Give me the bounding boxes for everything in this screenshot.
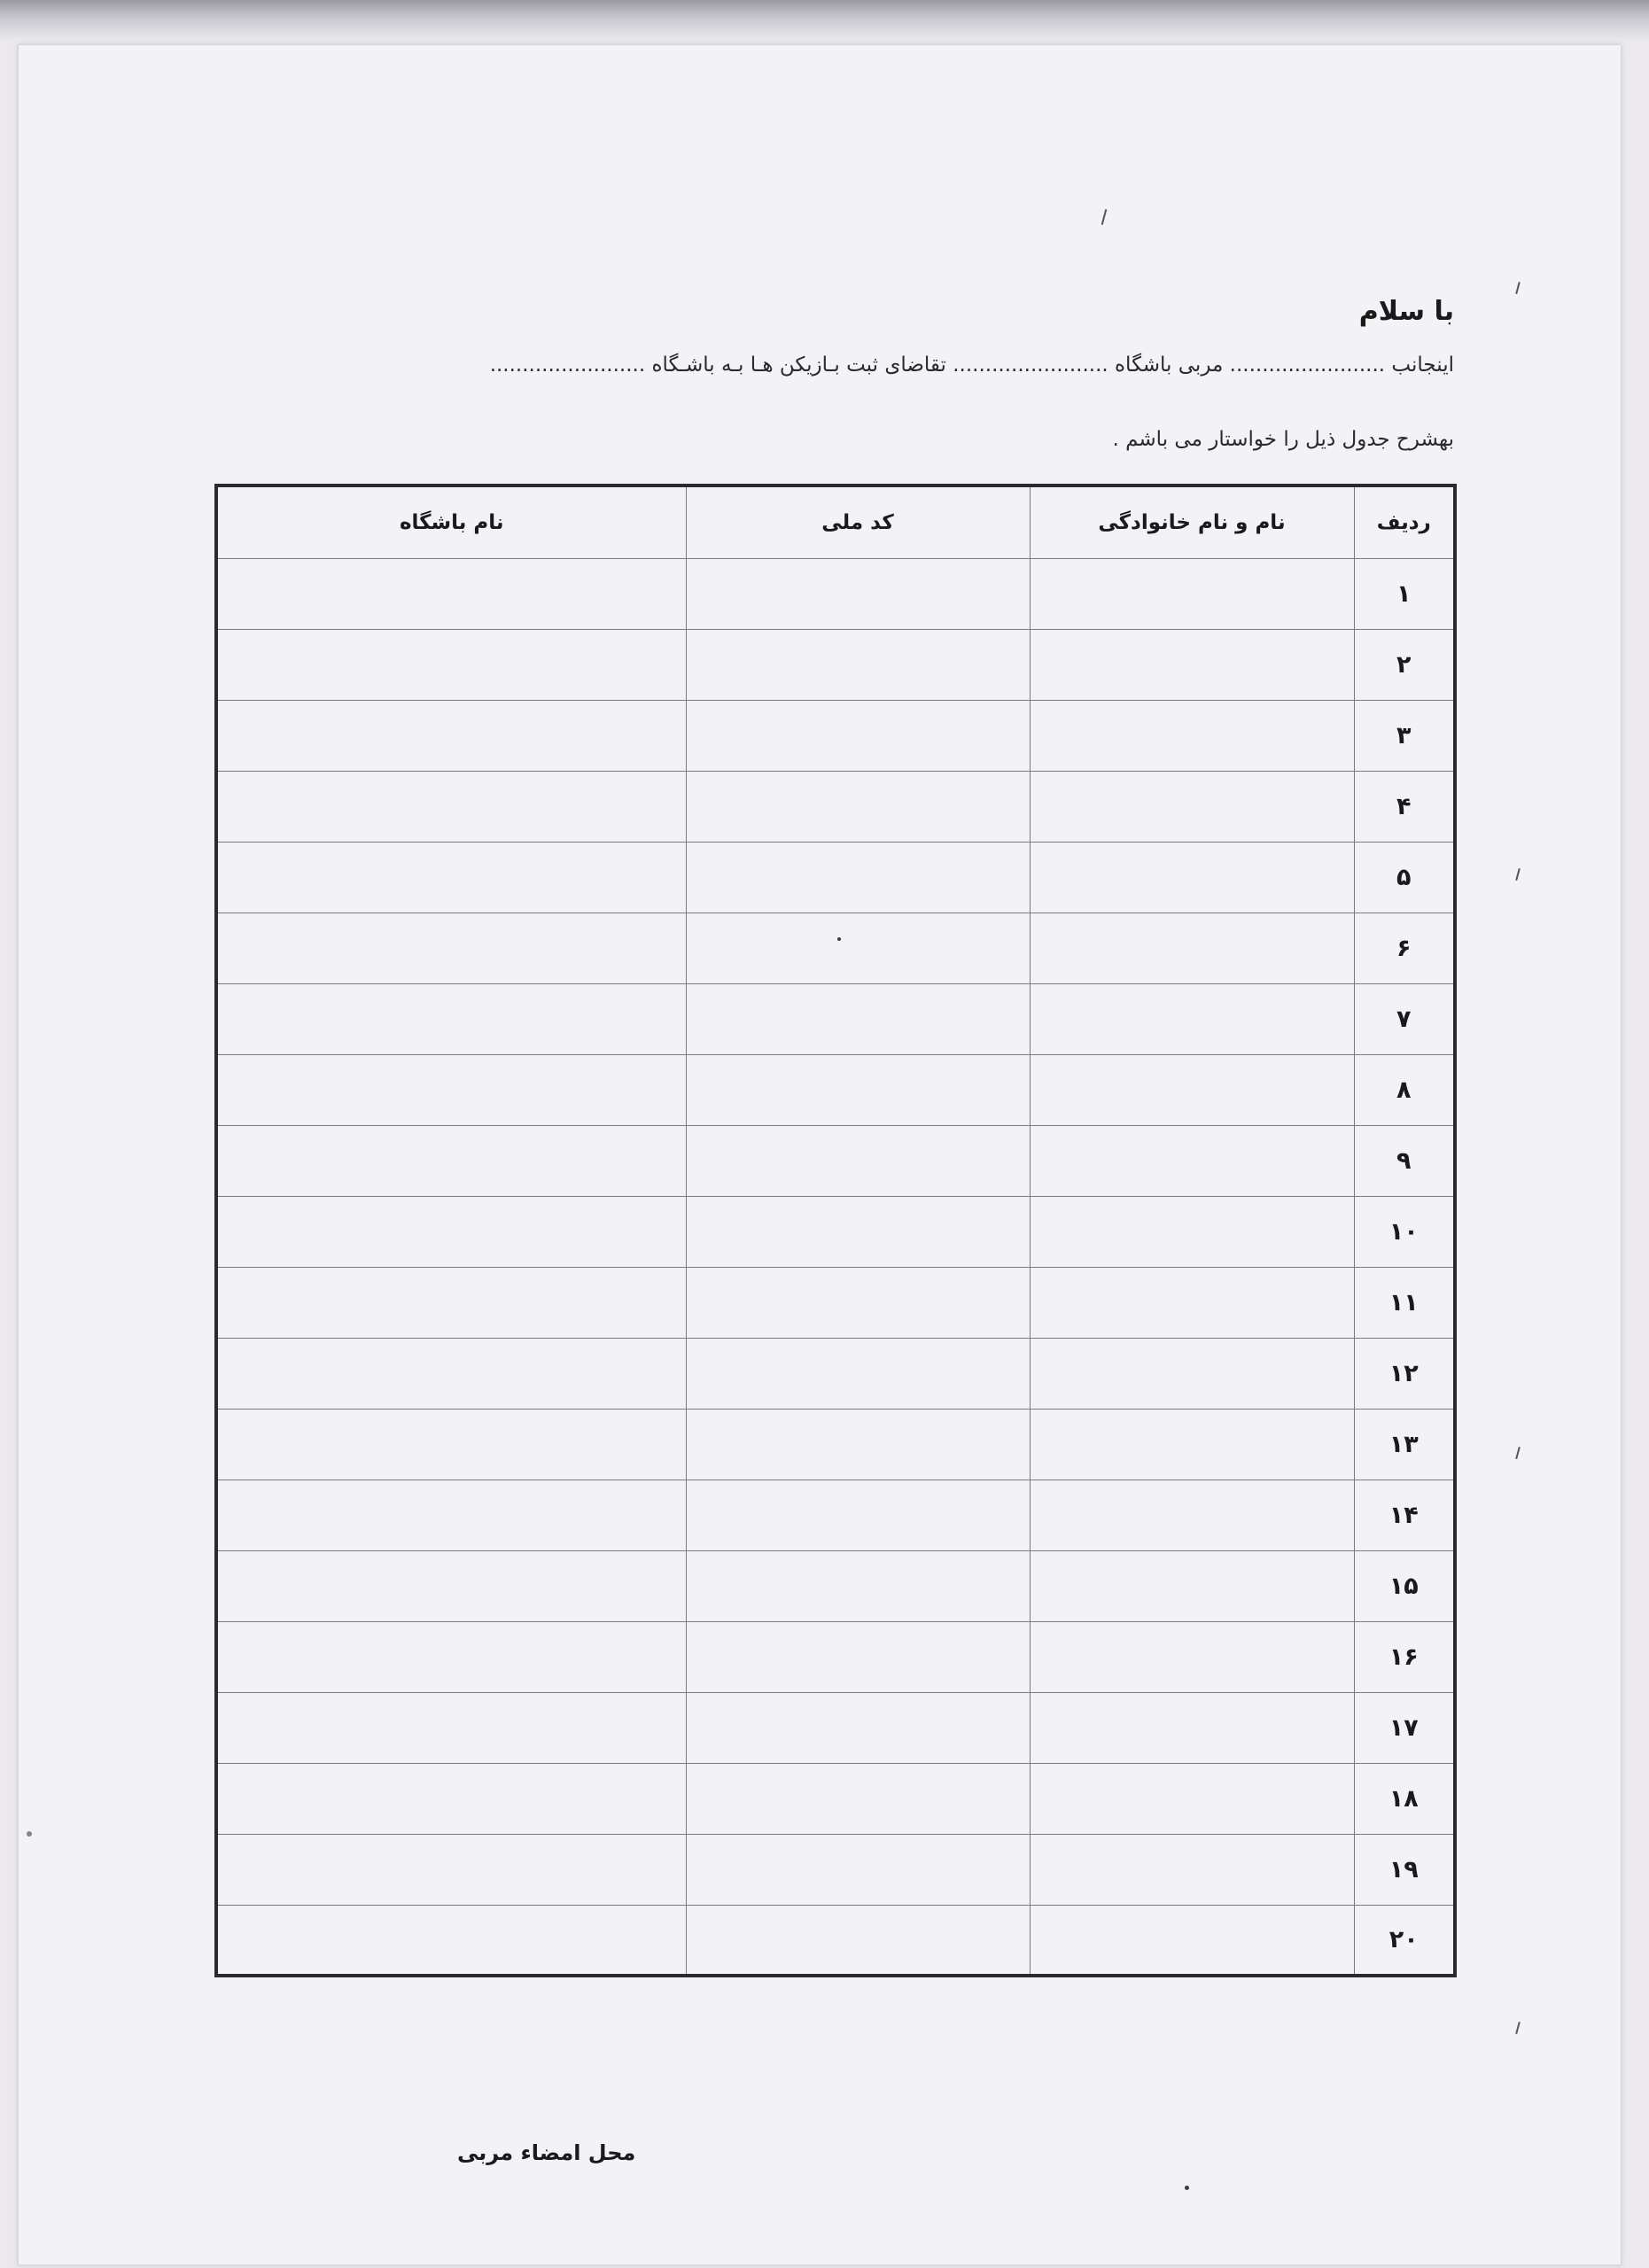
national-id-cell[interactable] — [686, 771, 1030, 842]
full-name-cell[interactable] — [1030, 1480, 1354, 1550]
full-name-cell[interactable] — [1030, 1905, 1354, 1976]
club-name-cell[interactable] — [216, 558, 686, 629]
row-number-cell: ۱۹ — [1354, 1834, 1455, 1905]
row-number-cell: ۶ — [1354, 913, 1455, 983]
full-name-cell[interactable] — [1030, 1834, 1354, 1905]
table-row — [216, 1267, 1455, 1338]
row-number-cell: ۴ — [1354, 771, 1455, 842]
national-id-cell[interactable] — [686, 1338, 1030, 1409]
scan-speck — [1185, 2186, 1189, 2190]
scan-speck — [837, 937, 841, 941]
full-name-cell[interactable] — [1030, 1267, 1354, 1338]
club-name-cell[interactable] — [216, 1125, 686, 1196]
intro-line: اینجانب ........................ مربی باشگاه ........................ تقاضای ثبت بـازیکن هـا بـه باشـگاه ........................ — [489, 353, 1454, 377]
full-name-cell[interactable] — [1030, 1621, 1354, 1692]
row-number-cell: ۷ — [1354, 983, 1455, 1054]
table-row — [216, 1196, 1455, 1267]
table-row — [216, 1125, 1455, 1196]
table-row — [216, 1905, 1455, 1976]
table-header — [216, 485, 1455, 558]
row-number-cell: ۱۷ — [1354, 1692, 1455, 1763]
table-row — [216, 913, 1455, 983]
row-number-cell: ۱۶ — [1354, 1621, 1455, 1692]
row-number-cell: ۱۲ — [1354, 1338, 1455, 1409]
table-row — [216, 629, 1455, 700]
table-row — [216, 771, 1455, 842]
table-row — [216, 1692, 1455, 1763]
full-name-cell[interactable] — [1030, 558, 1354, 629]
club-name-cell[interactable] — [216, 913, 686, 983]
club-name-cell[interactable] — [216, 1905, 686, 1976]
row-number-cell: ۱۰ — [1354, 1196, 1455, 1267]
paper-sheet — [18, 44, 1622, 2265]
national-id-cell[interactable] — [686, 629, 1030, 700]
greeting-heading: با سلام — [1358, 296, 1454, 327]
national-id-cell[interactable] — [686, 1196, 1030, 1267]
row-number-cell: ۱۳ — [1354, 1409, 1455, 1480]
row-number-cell: ۱ — [1354, 558, 1455, 629]
row-number-cell: ۱۱ — [1354, 1267, 1455, 1338]
scanner-shadow — [0, 0, 1649, 41]
row-number-cell: ۳ — [1354, 700, 1455, 771]
header-national-id: کد ملی — [686, 485, 1030, 558]
full-name-cell[interactable] — [1030, 842, 1354, 913]
national-id-cell[interactable] — [686, 700, 1030, 771]
table-row — [216, 1550, 1455, 1621]
national-id-cell[interactable] — [686, 1550, 1030, 1621]
club-name-cell[interactable] — [216, 842, 686, 913]
national-id-cell[interactable] — [686, 1905, 1030, 1976]
club-name-cell[interactable] — [216, 1550, 686, 1621]
row-number-cell: ۱۸ — [1354, 1763, 1455, 1834]
coach-signature-label: محل امضاء مربی — [457, 2140, 636, 2165]
club-name-cell[interactable] — [216, 1834, 686, 1905]
row-number-cell: ۵ — [1354, 842, 1455, 913]
full-name-cell[interactable] — [1030, 1550, 1354, 1621]
registration-table — [214, 484, 1457, 1977]
national-id-cell[interactable] — [686, 842, 1030, 913]
table-row — [216, 842, 1455, 913]
row-number-cell: ۹ — [1354, 1125, 1455, 1196]
row-number-cell: ۲ — [1354, 629, 1455, 700]
national-id-cell[interactable] — [686, 1763, 1030, 1834]
full-name-cell[interactable] — [1030, 1196, 1354, 1267]
full-name-cell[interactable] — [1030, 700, 1354, 771]
club-name-cell[interactable] — [216, 700, 686, 771]
national-id-cell[interactable] — [686, 1267, 1030, 1338]
table-row — [216, 983, 1455, 1054]
club-name-cell[interactable] — [216, 1692, 686, 1763]
table-header-row — [216, 485, 1455, 558]
full-name-cell[interactable] — [1030, 1125, 1354, 1196]
club-name-cell[interactable] — [216, 1621, 686, 1692]
table-body — [216, 558, 1455, 1976]
table-row — [216, 1621, 1455, 1692]
national-id-cell[interactable] — [686, 913, 1030, 983]
table-row — [216, 1338, 1455, 1409]
table-row — [216, 1054, 1455, 1125]
row-number-cell: ۱۵ — [1354, 1550, 1455, 1621]
national-id-cell[interactable] — [686, 1621, 1030, 1692]
full-name-cell[interactable] — [1030, 913, 1354, 983]
national-id-cell[interactable] — [686, 1054, 1030, 1125]
national-id-cell[interactable] — [686, 1834, 1030, 1905]
full-name-cell[interactable] — [1030, 1692, 1354, 1763]
national-id-cell[interactable] — [686, 1409, 1030, 1480]
row-number-cell: ۸ — [1354, 1054, 1455, 1125]
registration-table-container — [214, 484, 1457, 1977]
table-row — [216, 1834, 1455, 1905]
national-id-cell[interactable] — [686, 1692, 1030, 1763]
full-name-cell[interactable] — [1030, 1054, 1354, 1125]
full-name-cell[interactable] — [1030, 983, 1354, 1054]
club-name-cell[interactable] — [216, 1480, 686, 1550]
club-name-cell[interactable] — [216, 1267, 686, 1338]
table-row — [216, 1480, 1455, 1550]
request-line: بهشرح جدول ذیل را خواستار می باشم . — [1112, 428, 1454, 451]
club-name-cell[interactable] — [216, 1409, 686, 1480]
full-name-cell[interactable] — [1030, 1763, 1354, 1834]
full-name-cell[interactable] — [1030, 629, 1354, 700]
table-row — [216, 558, 1455, 629]
table-row — [216, 1763, 1455, 1834]
national-id-cell[interactable] — [686, 983, 1030, 1054]
national-id-cell[interactable] — [686, 1480, 1030, 1550]
header-club-name: نام باشگاه — [216, 485, 686, 558]
club-name-cell[interactable] — [216, 1196, 686, 1267]
club-name-cell[interactable] — [216, 1338, 686, 1409]
row-number-cell: ۱۴ — [1354, 1480, 1455, 1550]
row-number-cell: ۲۰ — [1354, 1905, 1455, 1976]
club-name-cell[interactable] — [216, 629, 686, 700]
header-row-number: ردیف — [1354, 485, 1455, 558]
club-name-cell[interactable] — [216, 771, 686, 842]
table-row — [216, 700, 1455, 771]
club-name-cell[interactable] — [216, 1763, 686, 1834]
header-full-name: نام و نام خانوادگی — [1030, 485, 1354, 558]
club-name-cell[interactable] — [216, 1054, 686, 1125]
table-row — [216, 1409, 1455, 1480]
full-name-cell[interactable] — [1030, 1409, 1354, 1480]
club-name-cell[interactable] — [216, 983, 686, 1054]
full-name-cell[interactable] — [1030, 1338, 1354, 1409]
scan-speck — [27, 1831, 32, 1837]
national-id-cell[interactable] — [686, 558, 1030, 629]
full-name-cell[interactable] — [1030, 771, 1354, 842]
national-id-cell[interactable] — [686, 1125, 1030, 1196]
